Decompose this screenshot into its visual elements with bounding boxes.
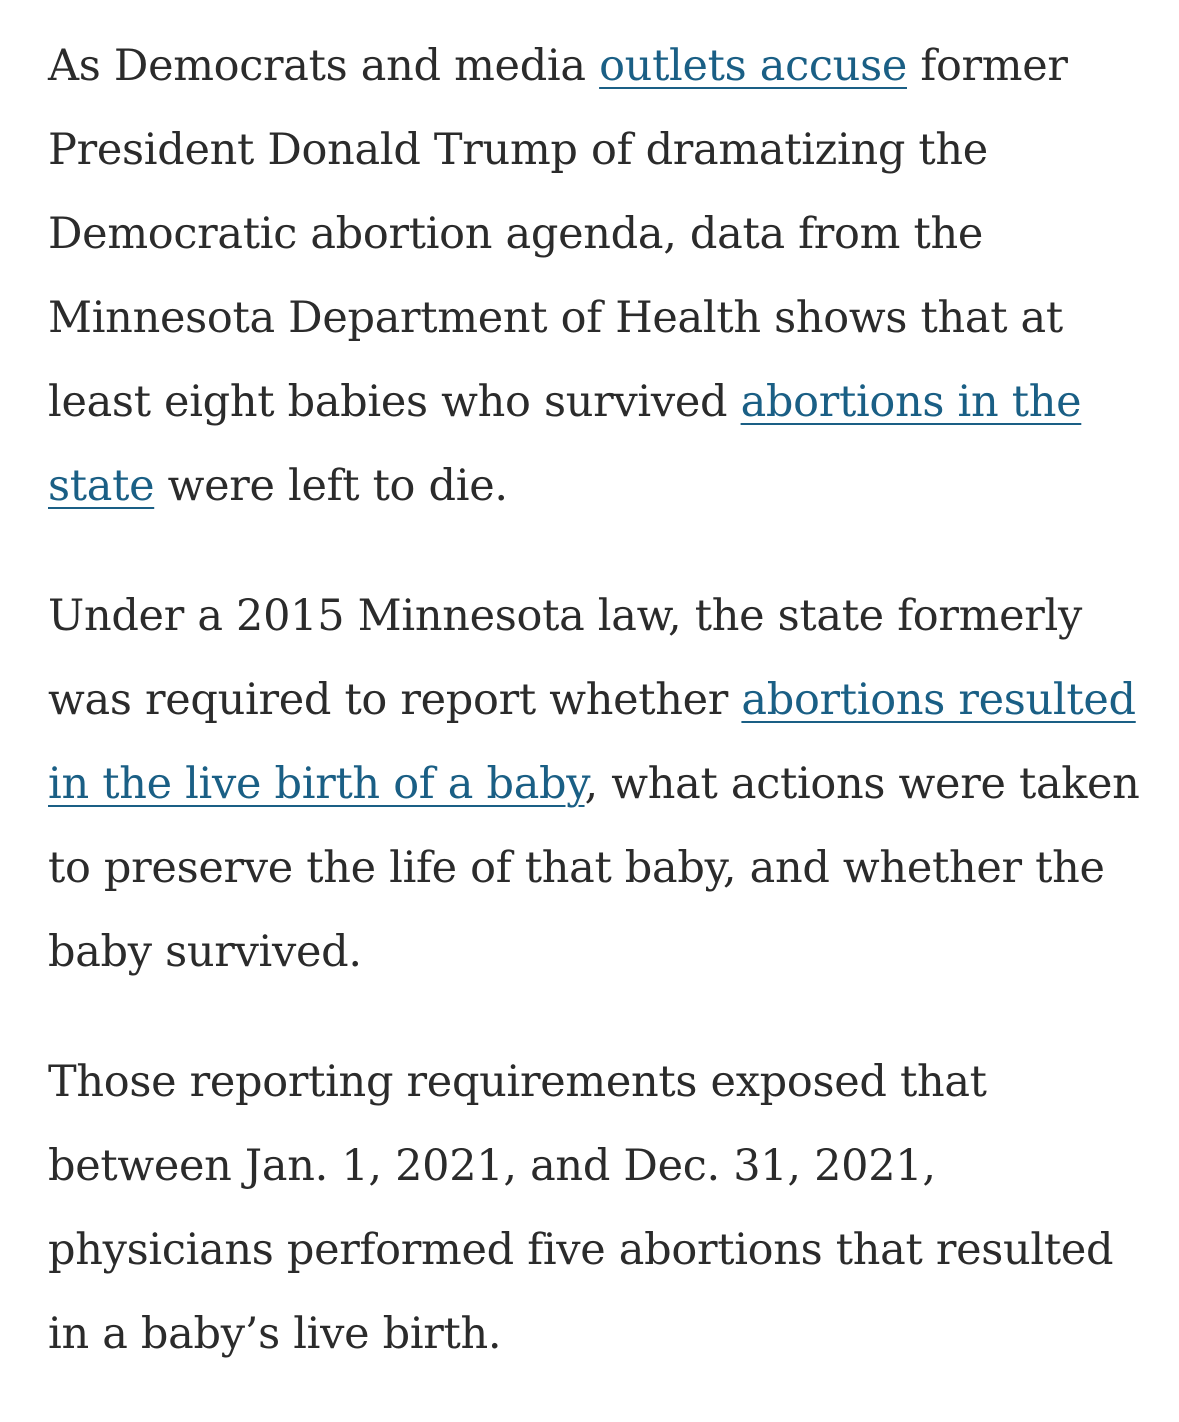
text-line	[48, 192, 1148, 276]
text-segment: Those reporting requirements exposed that	[48, 1057, 987, 1107]
text-segment: to preserve the life of that baby, and whether the	[48, 843, 1105, 893]
text-segment: President Donald Trump of dramatizing the	[48, 125, 988, 175]
article-body	[48, 24, 1148, 1422]
text-segment: in a baby’s live birth.	[48, 1309, 502, 1359]
article-paragraph	[48, 574, 1148, 994]
text-line	[48, 658, 1148, 742]
text-segment: former	[906, 41, 1068, 91]
text-line	[48, 360, 1148, 444]
text-segment: baby survived.	[48, 927, 362, 977]
text-line	[48, 24, 1148, 108]
text-line	[48, 1208, 1148, 1292]
text-segment: were left to die.	[154, 461, 508, 511]
text-line	[48, 742, 1148, 826]
text-segment: Minnesota Department of Health shows that at	[48, 293, 1063, 343]
inline-link[interactable]: abortions resulted	[741, 675, 1136, 725]
text-segment: between Jan. 1, 2021, and Dec. 31, 2021,	[48, 1141, 936, 1191]
article-paragraph	[48, 1040, 1148, 1376]
text-segment: was required to report whether	[48, 675, 742, 725]
inline-link[interactable]: in the live birth of a baby	[48, 759, 585, 809]
text-segment: Under a 2015 Minnesota law, the state formerly	[48, 591, 1082, 641]
text-line	[48, 910, 1148, 994]
text-line	[48, 1292, 1148, 1376]
text-line	[48, 444, 1148, 528]
text-line	[48, 826, 1148, 910]
text-line	[48, 1040, 1148, 1124]
text-line	[48, 108, 1148, 192]
inline-link[interactable]: abortions in the	[740, 377, 1082, 427]
text-segment: As Democrats and media	[48, 41, 600, 91]
inline-link[interactable]: state	[48, 461, 155, 511]
text-segment: physicians performed five abortions that resulted	[48, 1225, 1114, 1275]
text-line	[48, 1124, 1148, 1208]
article-paragraph	[48, 24, 1148, 528]
text-segment: , what actions were taken	[584, 759, 1140, 809]
text-line	[48, 574, 1148, 658]
text-line	[48, 276, 1148, 360]
inline-link[interactable]: outlets accuse	[599, 41, 907, 91]
text-segment: least eight babies who survived	[48, 377, 741, 427]
text-segment: Democratic abortion agenda, data from the	[48, 209, 984, 259]
